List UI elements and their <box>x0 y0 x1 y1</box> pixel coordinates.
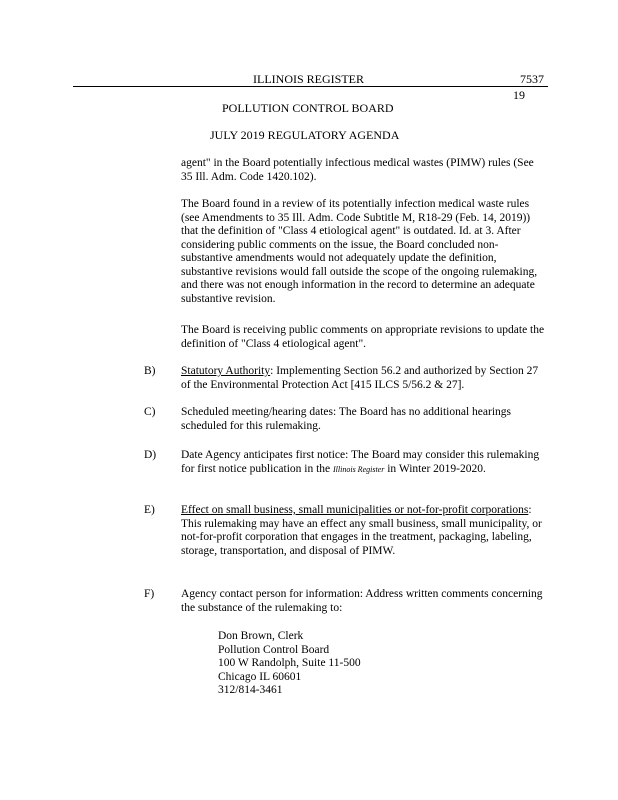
item-c-letter: C) <box>144 406 156 418</box>
item-f-contact <box>181 588 546 615</box>
agency-title: POLLUTION CONTROL BOARD <box>222 101 394 115</box>
item-c-hearing-dates <box>181 406 546 433</box>
item-b-statutory-authority <box>181 365 546 392</box>
item-b-heading: Statutory Authority <box>181 365 271 377</box>
contact-city: Chicago IL 60601 <box>218 670 302 683</box>
page-number: 7537 <box>520 72 544 86</box>
contact-street: 100 W Randolph, Suite 11-500 <box>218 657 361 669</box>
item-e-text: : This rulemaking may have an effect any small business, small municipality, or not-for-profit corporation that engages in the treatment, packaging, labeling, storage, transportation, and disposal of PIMW. <box>181 504 542 557</box>
item-d-text-before: Date Agency anticipates first notice: The Board may consider this rulemaking for first notice publication in the <box>181 449 540 475</box>
continuation-paragraph-2 <box>181 198 546 306</box>
contact-org: Pollution Control Board <box>218 643 330 656</box>
item-c-text: Scheduled meeting/hearing dates: The Board has no additional hearings scheduled for this rulemaking. <box>181 406 512 432</box>
item-e-small-business-effect <box>181 504 546 558</box>
item-d-letter: D) <box>144 449 157 461</box>
item-d-text-after: in Winter 2019-2020. <box>384 462 486 475</box>
continuation-paragraph-3 <box>181 324 546 351</box>
item-b-text: : Implementing Section 56.2 and authorized by Section 27 of the Environmental Protection Act [415 ILCS 5/56.2 & 27]. <box>181 365 539 391</box>
item-b-letter: B) <box>144 365 156 377</box>
agenda-title: JULY 2019 REGULATORY AGENDA <box>210 128 400 142</box>
register-title: ILLINOIS REGISTER <box>253 72 364 86</box>
item-f-letter: F) <box>144 588 155 600</box>
continuation-paragraph-1 <box>181 157 546 184</box>
item-e-letter: E) <box>144 504 155 516</box>
contact-address-block <box>218 630 361 698</box>
item-f-text: Agency contact person for information: Address written comments concerning the substance of the rulemaking to: <box>181 588 543 614</box>
header-rule <box>73 86 548 87</box>
item-d-register-name: Illinois Register <box>333 464 385 474</box>
item-e-heading: Effect on small business, small municipalities or not-for-profit corporations <box>181 504 529 516</box>
item-d-first-notice <box>181 449 546 476</box>
paragraph-text: The Board is receiving public comments on appropriate revisions to update the definition of "Class 4 etiological agent". <box>181 324 545 350</box>
issue-number: 19 <box>513 88 525 102</box>
contact-phone: 312/814-3461 <box>218 684 283 696</box>
contact-name: Don Brown, Clerk <box>218 630 304 642</box>
paragraph-text: The Board found in a review of its potentially infection medical waste rules (see Amendments to 35 Ill. Adm. Code Subtitle M, R18-29 (Feb. 14, 2019)) that the definition of "Class 4 etiological agent" is outdated. Id. at 3. After considering public comments on the issue, the Board concluded non-substantive amendments would not adequately update the definition, substantive revisions would fall outside the scope of the ongoing rulemaking, and there was not enough information in the record to determine an adequate substantive revision. <box>181 198 538 305</box>
paragraph-text: agent" in the Board potentially infectious medical wastes (PIMW) rules (See 35 Ill. Adm. Code 1420.102). <box>181 157 534 183</box>
